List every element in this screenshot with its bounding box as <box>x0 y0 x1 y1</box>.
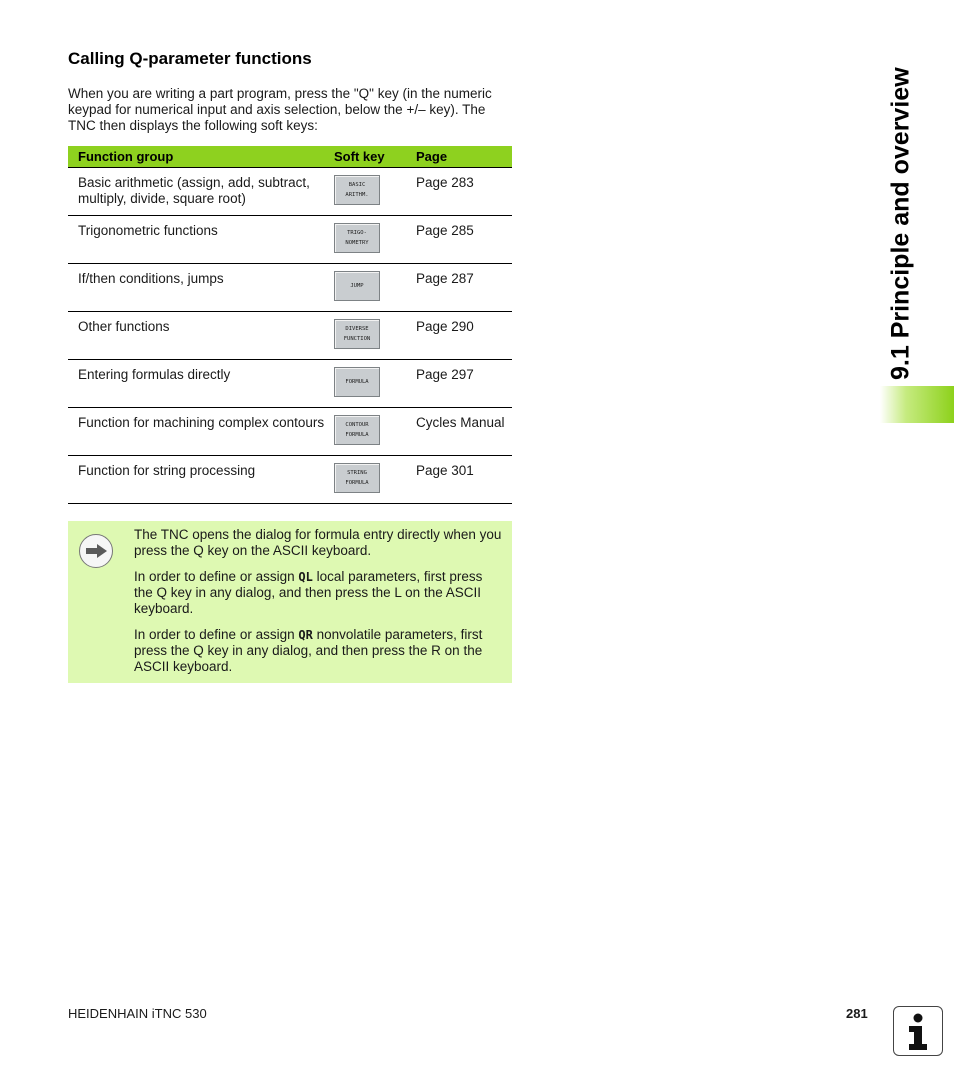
softkey-diverse-function[interactable]: DIVERSE FUNCTION <box>334 319 380 349</box>
arrow-right-icon <box>79 534 113 568</box>
function-group-cell: Function for string processing <box>68 456 334 504</box>
function-group-cell: Entering formulas directly <box>68 360 334 408</box>
page-ref-cell: Page 287 <box>406 264 512 312</box>
chapter-tab <box>880 386 954 423</box>
intro-paragraph: When you are writing a part program, press the "Q" key (in the numeric keypad for numerical input and axis selection, below the +/– key). The TNC then displays the following soft keys: <box>68 86 492 133</box>
softkey-jump[interactable]: JUMP <box>334 271 380 301</box>
soft-key-table <box>68 146 512 504</box>
note-box <box>68 521 512 683</box>
table-row <box>68 168 512 216</box>
softkey-basic-arithm[interactable]: BASIC ARITHM. <box>334 175 380 205</box>
page-ref-cell: Page 285 <box>406 216 512 264</box>
table-row <box>68 216 512 264</box>
function-group-cell: Function for machining complex contours <box>68 408 334 456</box>
qr-code: QR <box>298 628 313 642</box>
softkey-string-formula[interactable]: STRING FORMULA <box>334 463 380 493</box>
header-soft-key: Soft key <box>334 146 406 168</box>
softkey-formula[interactable]: FORMULA <box>334 367 380 397</box>
note-paragraph: In order to define or assign QL local parameters, first press the Q key in any dialog, and then press the L on the ASCII keyboard. <box>134 569 483 616</box>
header-function-group: Function group <box>68 146 334 168</box>
note-paragraph: The TNC opens the dialog for formula entry directly when you press the Q key on the ASCII keyboard. <box>134 527 502 558</box>
function-group-cell: Basic arithmetic (assign, add, subtract, multiply, divide, square root) <box>68 168 334 216</box>
softkey-contour-formula[interactable]: CONTOUR FORMULA <box>334 415 380 445</box>
table-row <box>68 264 512 312</box>
manual-name: HEIDENHAIN iTNC 530 <box>68 1006 207 1021</box>
note-paragraph: In order to define or assign QR nonvolatile parameters, first press the Q key in any dialog, and then press the R on the ASCII keyboard. <box>134 627 483 674</box>
section-heading: Calling Q-parameter functions <box>68 49 312 68</box>
page-ref-cell: Page 301 <box>406 456 512 504</box>
page-ref-cell: Cycles Manual <box>406 408 512 456</box>
page-ref-cell: Page 290 <box>406 312 512 360</box>
table-row <box>68 312 512 360</box>
table-row <box>68 456 512 504</box>
function-group-cell: Trigonometric functions <box>68 216 334 264</box>
table-header-row <box>68 146 512 168</box>
page-number: 281 <box>846 1006 868 1021</box>
table-row <box>68 408 512 456</box>
ql-code: QL <box>298 570 313 584</box>
softkey-trigonometry[interactable]: TRIGO- NOMETRY <box>334 223 380 253</box>
page-ref-cell: Page 297 <box>406 360 512 408</box>
table-row <box>68 360 512 408</box>
chapter-side-title: 9.1 Principle and overview <box>886 67 915 380</box>
function-group-cell: Other functions <box>68 312 334 360</box>
header-page: Page <box>406 146 512 168</box>
page-ref-cell: Page 283 <box>406 168 512 216</box>
function-group-cell: If/then conditions, jumps <box>68 264 334 312</box>
info-icon <box>893 1006 943 1056</box>
